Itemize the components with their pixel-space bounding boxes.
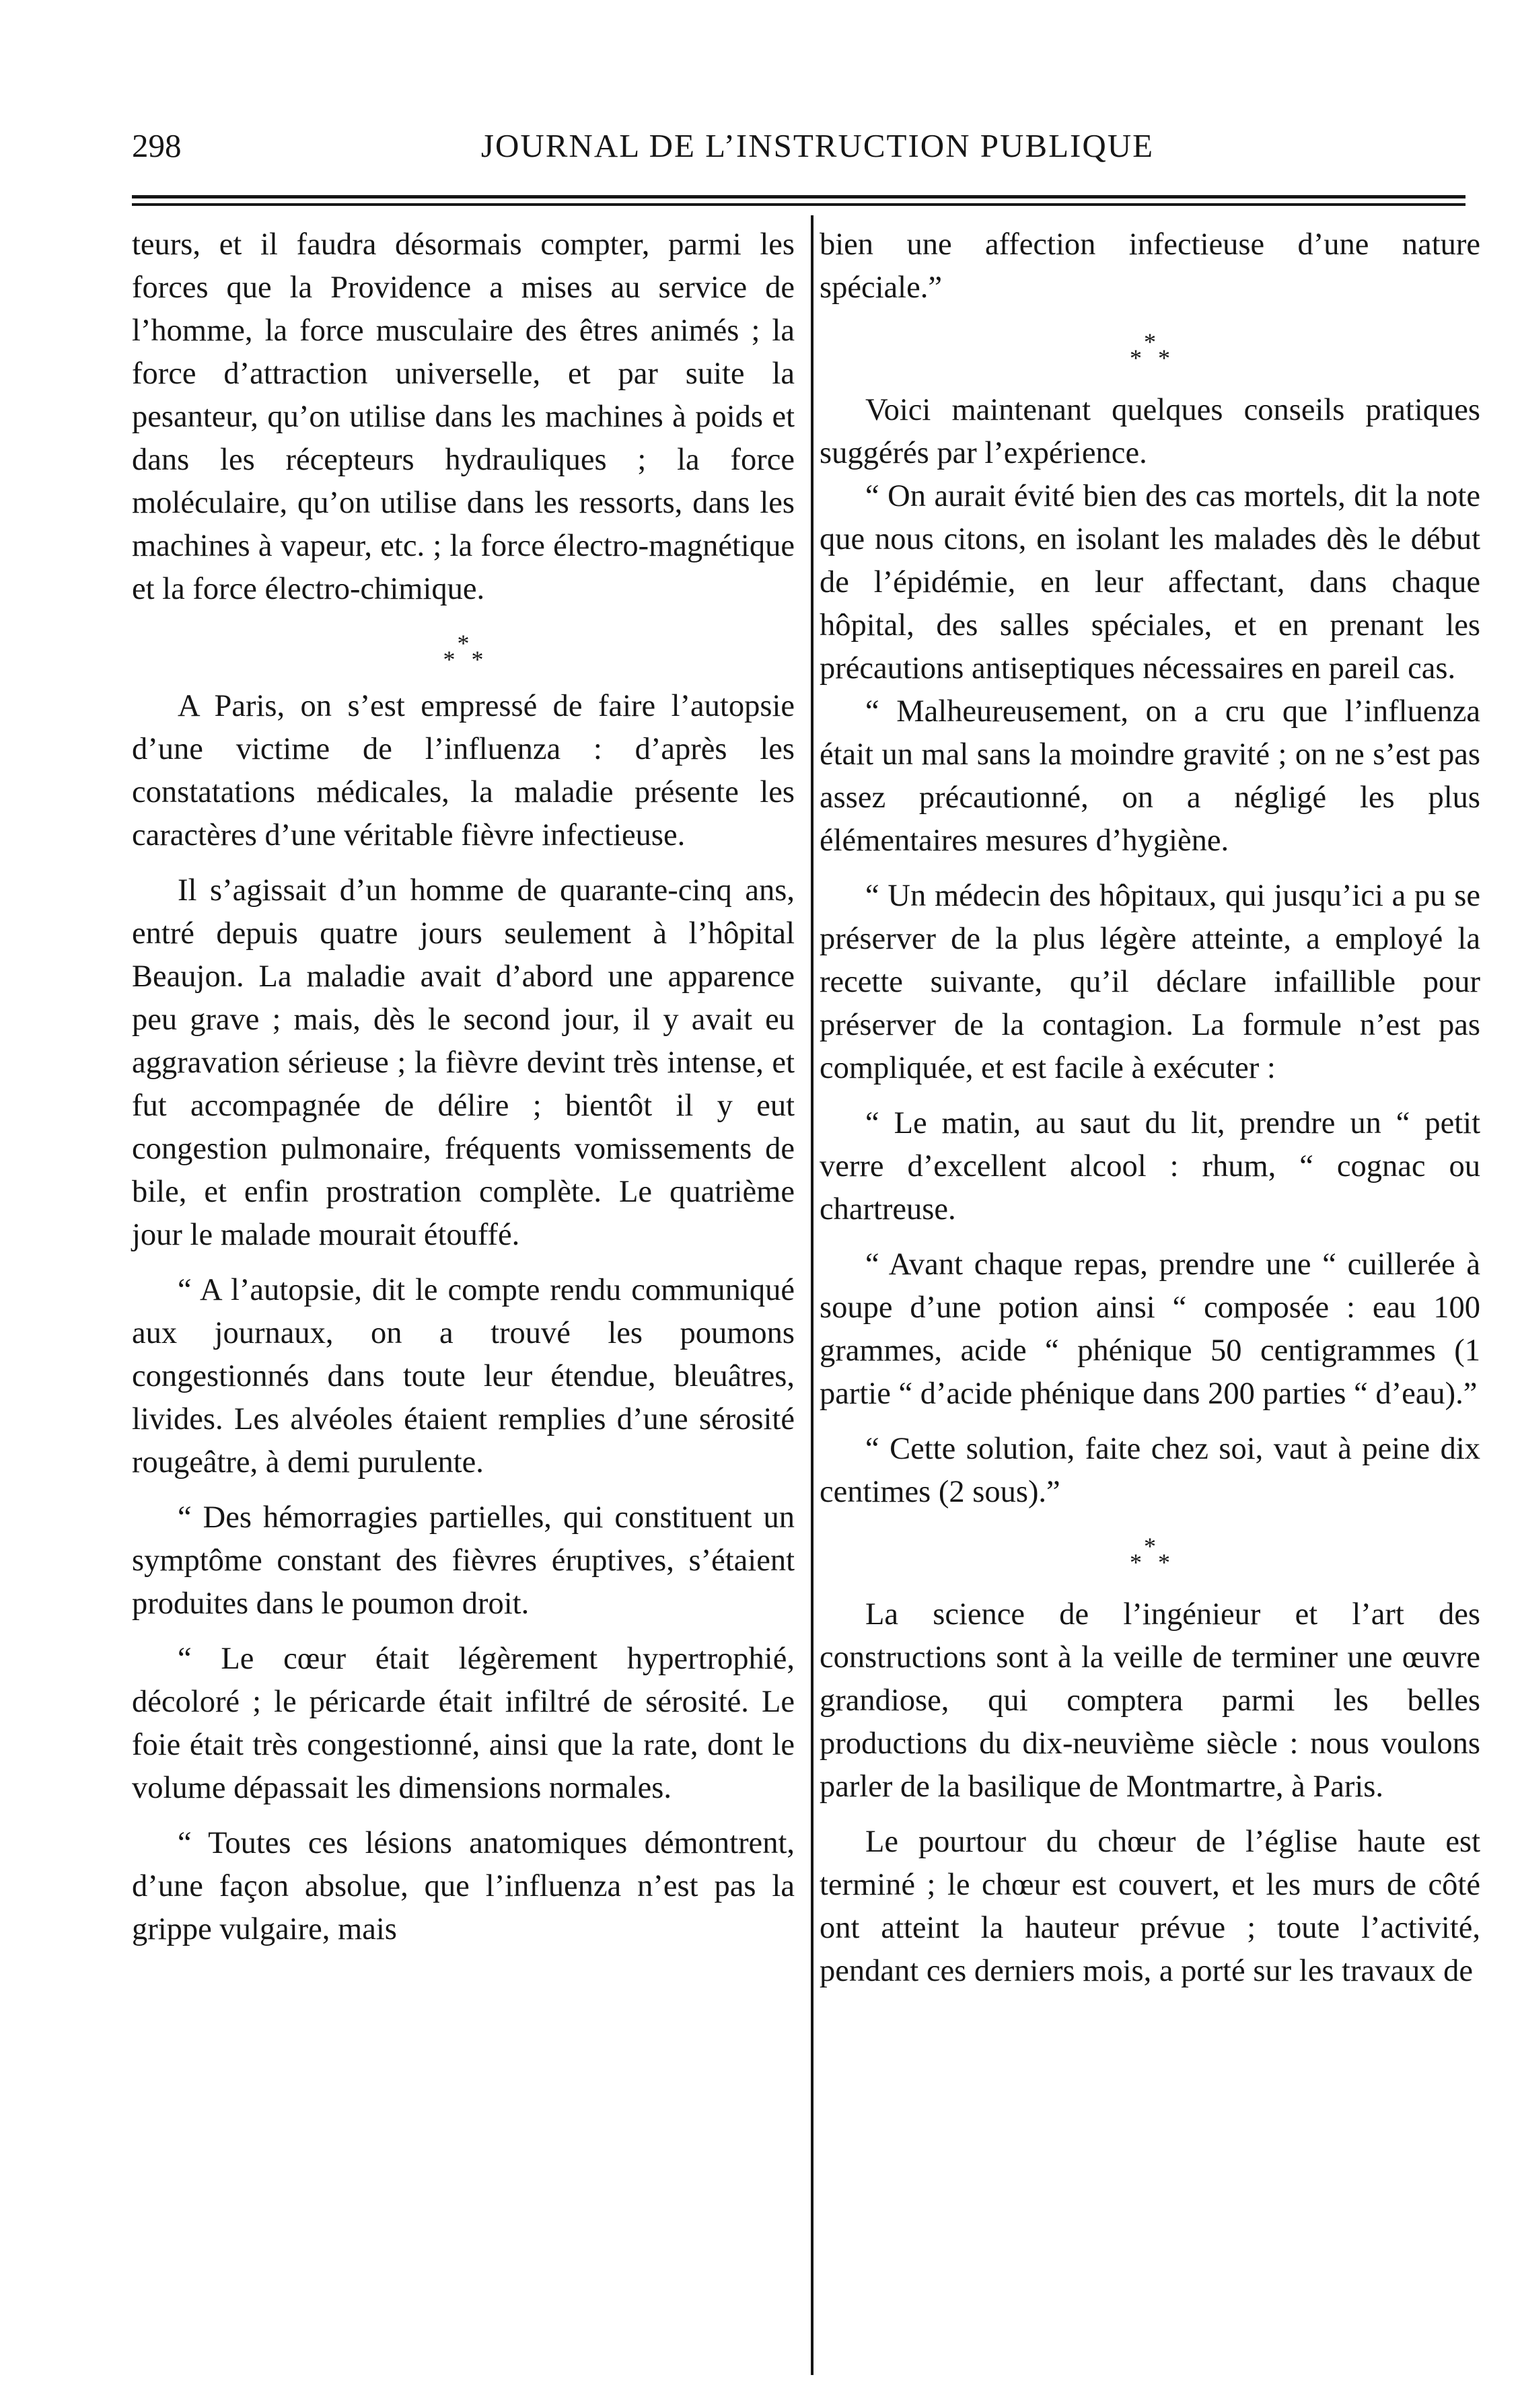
page-number: 298 bbox=[132, 127, 182, 164]
paragraph: “ Un médecin des hôpitaux, qui jusqu’ici a pu se préserver de la plus légère atteinte, a employé la recette suivante, qu’il déclare infaillible pour préserver de la contagion. La formule n’est pas compliquée, et est facile à exécuter : bbox=[820, 879, 1480, 1085]
paragraph: bien une affection infectieuse d’une nature spéciale.” bbox=[820, 227, 1480, 305]
running-title: JOURNAL DE L’INSTRUCTION PUBLIQUE bbox=[480, 127, 1155, 164]
paragraph: “ Toutes ces lésions anatomiques démontrent, d’une façon absolue, que l’influenza n’est pas la grippe vulgaire, mais bbox=[132, 1826, 795, 1946]
paragraph: Il s’agissait d’un homme de quarante-cinq ans, entré depuis quatre jours seulement à l’hôpital Beaujon. La maladie avait d’abord une apparence peu grave ; mais, dès le second jour, il y avait eu aggravation sérieuse ; la fièvre devint très intense, et fut accompagnée de délire ; bientôt il y eut congestion pulmonaire, fréquents vomissements de bile, et enfin prostration complète. Le quatrième jour le malade mourait étouffé. bbox=[132, 873, 795, 1252]
section-asterism: * * * bbox=[1130, 1533, 1170, 1576]
page-header bbox=[0, 126, 1520, 174]
paragraph: “ Des hémorragies partielles, qui constituent un symptôme constant des fièvres éruptives, s’étaient produites dans le poumon droit. bbox=[132, 1500, 795, 1621]
paragraph: “ Avant chaque repas, prendre une “ cuillerée à soupe d’une potion ainsi “ composée : eau 100 grammes, acide “ phénique 50 centigrammes (1 partie “ d’acide phénique dans 200 parties “ d’eau).” bbox=[820, 1247, 1480, 1411]
paragraph: A Paris, on s’est empressé de faire l’autopsie d’une victime de l’influenza : d’après les constatations médicales, la maladie présente les caractères d’une véritable fièvre infectieuse. bbox=[132, 689, 795, 852]
paragraph: Le pourtour du chœur de l’église haute est terminé ; le chœur est couvert, et les murs de côté ont atteint la hauteur prévue ; toute l’activité, pendant ces derniers mois, a porté sur les travaux de bbox=[820, 1825, 1480, 1988]
paragraph: “ Le cœur était légèrement hypertrophié, décoloré ; le péricarde était infiltré de sérosité. Le foie était très congestionné, ainsi que la rate, dont le volume dépassait les dimensions normales. bbox=[132, 1642, 795, 1805]
paragraph: teurs, et il faudra désormais compter, parmi les forces que la Providence a mises au service de l’homme, la force musculaire des êtres animés ; la force d’attraction universelle, et par suite la pesanteur, qu’on utilise dans les machines à poids et dans les récepteurs hydrauliques ; la force moléculaire, qu’on utilise dans les ressorts, dans les machines à vapeur, etc. ; la force électro-magnétique et la force électro-chimique. bbox=[132, 227, 795, 606]
paragraph: “ Cette solution, faite chez soi, vaut à peine dix centimes (2 sous).” bbox=[820, 1432, 1480, 1509]
paragraph: “ Malheureusement, on a cru que l’influenza était un mal sans la moindre gravité ; on ne s’est pas assez précautionné, on a négligé les plus élémentaires mesures d’hygiène. bbox=[820, 694, 1480, 858]
paragraph: Voici maintenant quelques conseils pratiques suggérés par l’expérience. bbox=[820, 393, 1480, 470]
section-asterism: * * * bbox=[443, 630, 484, 673]
paragraph: La science de l’ingénieur et l’art des constructions sont à la veille de terminer une œuvre grandiose, qui comptera parmi les belles productions du dix-neuvième siècle : nous voulons parler de la basilique de Montmartre, à Paris. bbox=[820, 1597, 1480, 1804]
left-column bbox=[132, 223, 795, 1951]
paragraph: “ Le matin, au saut du lit, prendre un “ petit verre d’excellent alcool : rhum, “ cognac ou chartreuse. bbox=[820, 1106, 1480, 1227]
paragraph: “ A l’autopsie, dit le compte rendu communiqué aux journaux, on a trouvé les poumons congestionnés dans toute leur étendue, bleuâtres, livides. Les alvéoles étaient remplies d’une sérosité rougeâtre, à demi purulente. bbox=[132, 1273, 795, 1480]
column-divider bbox=[811, 215, 813, 2375]
right-column bbox=[820, 223, 1480, 1993]
section-asterism: * * * bbox=[1130, 328, 1170, 371]
header-rule-top bbox=[132, 195, 1465, 198]
paragraph: “ On aurait évité bien des cas mortels, dit la note que nous citons, en isolant les malades dès le début de l’épidémie, en leur affectant, dans chaque hôpital, des salles spéciales, et en prenant les précautions antiseptiques nécessaires en pareil cas. bbox=[820, 479, 1480, 686]
header-rule-bottom bbox=[132, 203, 1465, 206]
